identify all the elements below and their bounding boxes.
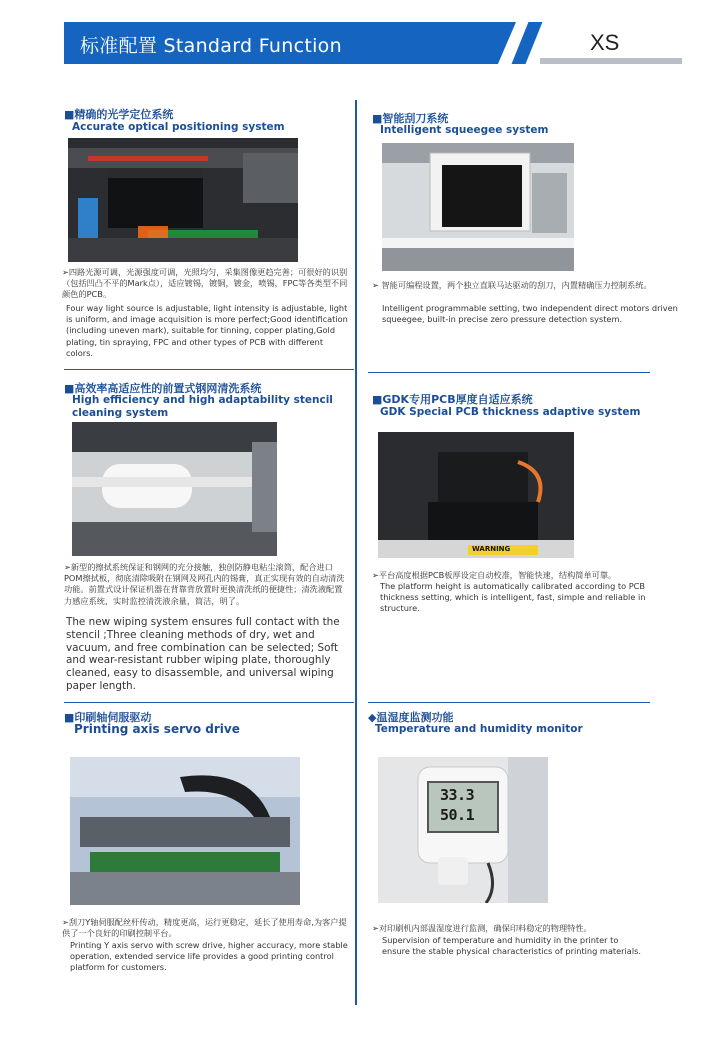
row-divider-left-2 [64, 702, 354, 703]
column-divider [355, 100, 357, 1005]
cleaning-photo [72, 422, 277, 556]
humidity-display-hum: 50.1 [440, 806, 475, 824]
cleaning-desc-cn: ➢新型的擦拭系统保证和钢网的充分接触，独创防静电粘尘滚筒，配合进口POM擦拭板，彻底清除吸附在钢网及网孔内的锡膏，真正实现有效的自动清洗功能。前置式设计保证机器在背靠背放置时更换清洗纸的便捷性；清洗液配置力感应系统，实时监控清洗液余量，简洁，明了。 [64, 562, 345, 606]
thickness-title-en: GDK Special PCB thickness adaptive system [380, 406, 641, 418]
optical-desc-en: Four way light source is adjustable, light intensity is adjustable, light is uniform, and image acquisition is more perfect;Good identification (including uneven mark), suitable for tinning, copper plating,Gold plating, tin spraying, FPC and other types of PCB with different colors. [66, 303, 348, 358]
optical-desc-cn: ➢四路光源可调，光源强度可调，光照均匀，采集图像更趋完善；可很好的识别（包括凹凸不平的Mark点），适应镀锡，镀铜，镀金，喷锡，FPC等各类型不同颜色的PCB。 [62, 267, 348, 300]
humidity-title-cn: ◆温湿度监测功能 [368, 711, 454, 724]
servo-title-en: Printing axis servo drive [74, 722, 240, 736]
servo-title-cn: ■印刷轴伺服驱动 [64, 711, 152, 724]
thickness-desc-en: The platform height is automatically calibrated according to PCB thickness setting, which is intelligent, fast, simple and reliable in structure. [380, 581, 646, 614]
cleaning-desc-en: The new wiping system ensures full contact with the stencil ;Three cleaning methods of dry, wet and vacuum, and free combination can be selected; Soft and wear-resistant rubber wiping plate, thoroughly cleaned, easy to disassemble, and universal wiping paper length. [66, 616, 340, 692]
squeegee-desc-en: Intelligent programmable setting, two independent direct motors driven squeegee, built-in precise zero pressure detection system. [382, 303, 678, 325]
thickness-desc-cn: ➢平台高度根据PCB板厚设定自动校准，智能快速，结构简单可靠。 [372, 570, 617, 580]
squeegee-photo [382, 143, 574, 271]
squeegee-desc-cn: ➢ 智能可编程设置，两个独立直联马达驱动的刮刀，内置精确压力控制系统。 [372, 280, 652, 290]
optical-title-cn: ■精确的光学定位系统 [64, 108, 174, 121]
servo-photo [70, 757, 300, 905]
humidity-title-en: Temperature and humidity monitor [375, 723, 583, 735]
row-divider-left-1 [64, 369, 354, 370]
thickness-title-cn: ■GDK专用PCB厚度自适应系统 [372, 393, 533, 406]
header-gray-bar [540, 58, 682, 64]
page-title: 标准配置 Standard Function [80, 35, 342, 57]
optical-title-en: Accurate optical positioning system [72, 121, 285, 133]
squeegee-title-en: Intelligent squeegee system [380, 124, 549, 136]
thickness-photo [378, 432, 574, 558]
servo-desc-en: Printing Y axis servo with screw drive, higher accuracy, more stable operation, extended service life provides a good printing control platform for customers. [70, 940, 348, 973]
header-accent-stripe [512, 22, 543, 64]
row-divider-right-2 [368, 702, 650, 703]
humidity-display-temp: 33.3 [440, 786, 475, 804]
squeegee-title-cn: ■智能刮刀系统 [372, 112, 449, 125]
humidity-photo [378, 757, 548, 903]
warning-label: WARNING [472, 545, 511, 553]
cleaning-title-cn: ■高效率高适应性的前置式钢网清洗系统 [64, 382, 262, 395]
model-label: XS [590, 30, 620, 55]
optical-photo [68, 138, 298, 262]
humidity-desc-cn: ➢对印刷机内部温湿度进行监测，确保印料稳定的物理特性。 [372, 923, 592, 933]
servo-desc-cn: ➢刮刀Y轴伺服配丝杆传动，精度更高，运行更稳定，延长了使用寿命,为客户提供了一个良好的印刷控制平台。 [62, 917, 347, 939]
humidity-desc-en: Supervision of temperature and humidity in the printer to ensure the stable physical characteristics of printing materials. [382, 935, 641, 957]
row-divider-right-1 [368, 372, 650, 373]
cleaning-title-en: High efficiency and high adaptability stencil cleaning system [72, 394, 333, 419]
